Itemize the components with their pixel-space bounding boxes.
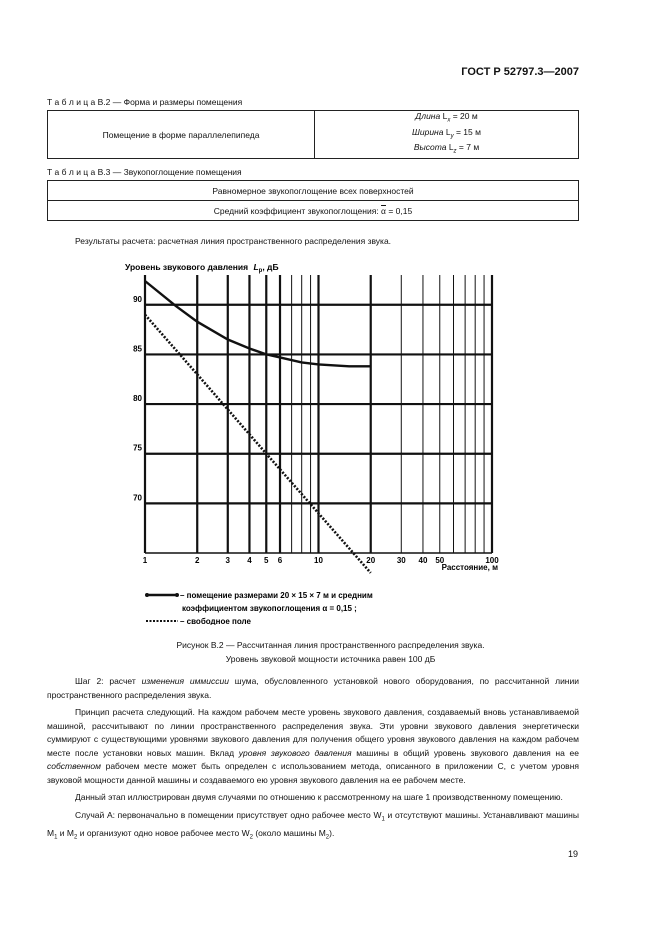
figure-caption-line2: Уровень звуковой мощности источника равен 100 дБ — [225, 654, 436, 664]
x-tick-label-20: 20 — [366, 556, 376, 565]
legend-free-text: – свободное поле — [180, 617, 251, 625]
paragraph-step2: Шаг 2: расчет изменения иммиссии шума, обусловленного установкой нового оборудования, по рассчитанной линии пространственного распределения звука. — [47, 676, 580, 700]
legend-room-marker-end — [175, 593, 179, 597]
x-tick-label-30: 30 — [396, 556, 406, 565]
x-tick-label-3: 3 — [225, 556, 231, 565]
y-tick-label-75: 75 — [133, 443, 142, 453]
x-tick-label-2: 2 — [195, 556, 200, 565]
x-tick-label-1: 1 — [142, 556, 148, 565]
dimension-height: Высота $L_z = 7$ м — [413, 142, 480, 156]
chart-series — [142, 281, 371, 573]
figure-caption — [0, 638, 661, 666]
chart-grid — [145, 275, 492, 553]
body-text — [47, 675, 579, 845]
chart-x-axis-label: Расстояние, м — [441, 563, 498, 572]
figure-caption-line1: Рисунок В.2 — Рассчитанная линия пространственного распределения звука. — [176, 640, 485, 650]
table-b2-caption-rest: В.2 — Форма и размеры помещения — [97, 97, 243, 107]
table-b2 — [47, 110, 579, 159]
x-tick-label-50: 50 — [435, 556, 445, 565]
dimension-length: Длина $L_x = 20$ м — [415, 111, 478, 124]
y-tick-label-85: 85 — [133, 344, 142, 354]
table-b3 — [47, 180, 579, 221]
table-b3-caption — [47, 167, 242, 177]
sound-distribution-chart — [0, 255, 661, 625]
results-text: Результаты расчета: расчетная линия пространственного распределения звука. — [75, 236, 392, 246]
document-header: ГОСТ Р 52797.3—2007 — [461, 66, 579, 78]
page-number: 19 — [568, 849, 579, 859]
legend-room-text2: коэффициентом звукопоглощения α = 0,15 ; — [182, 604, 357, 613]
legend-room-marker-start — [145, 593, 149, 597]
paragraph-case-a: Случай А: первоначально в помещении присутствует одно рабочее место $W_1$ и отсутствуют машины. Устанавливают машины $M_1$ и $M_2$ и организуют одно новое рабочее место $W_2$ (около машины $M_2$). — [47, 809, 579, 841]
x-tick-label-10: 10 — [314, 556, 323, 565]
dimension-width: Ширина $L_y = 15$ м — [412, 126, 481, 140]
table-b3-caption-prefix: Т а б л и ц а — [47, 167, 96, 177]
table-b2-dimensions — [315, 111, 579, 159]
chart-y-axis-label: Уровень звукового давления $L_p$, дБ — [125, 262, 279, 274]
x-tick-label-5: 5 — [264, 556, 269, 565]
paragraph-illustration: Данный этап иллюстрирован двумя случаями по отношению к рассмотренному на шаге 1 производственному помещению. — [75, 792, 563, 802]
table-b2-caption-prefix: Т а б л и ц а — [47, 97, 96, 107]
x-tick-label-4: 4 — [247, 556, 252, 565]
table-b3-caption-rest: В.3 — Звукопоглощение помещения — [97, 167, 242, 177]
y-tick-label-70: 70 — [133, 493, 142, 503]
x-tick-label-100: 100 — [485, 556, 499, 565]
paragraph-principle: Принцип расчета следующий. На каждом рабочем месте уровень звукового давления, создаваемый вновь устанавливаемой машиной, рассчитывают по линии пространственного распределения звука. Эти уровни звукового давления энергетически суммируют с существующими уровнями звукового давления для получения общего уровня звукового давления на каждом рабочем месте после установки новых машин. Вклад уровня звукового давления машины в общий уровень звукового давления на ее собственном рабочем месте может быть определен с использованием метода, описанного в приложении С, с учетом уровня звуковой мощности данной машины и создаваемого ею уровня звукового давления на ее рабочем месте. — [47, 707, 579, 785]
x-tick-label-40: 40 — [418, 556, 428, 565]
chart-legend — [145, 591, 373, 625]
legend-room-text1: – помещение размерами 20 × 15 × 7 м и средним — [180, 591, 373, 600]
y-tick-label-80: 80 — [133, 394, 142, 404]
x-tick-label-6: 6 — [277, 556, 283, 565]
table-b3-row2: Средний коэффициент звукопоглощения: $\overline{\alpha} = 0,15$ — [48, 201, 579, 221]
table-b2-row-label: Помещение в форме параллелепипеда — [48, 111, 315, 159]
table-b2-caption — [47, 97, 242, 107]
y-tick-label-90: 90 — [133, 294, 142, 304]
table-b3-row1: Равномерное звукопоглощение всех поверхностей — [48, 181, 579, 201]
chart-ticks — [133, 295, 499, 565]
